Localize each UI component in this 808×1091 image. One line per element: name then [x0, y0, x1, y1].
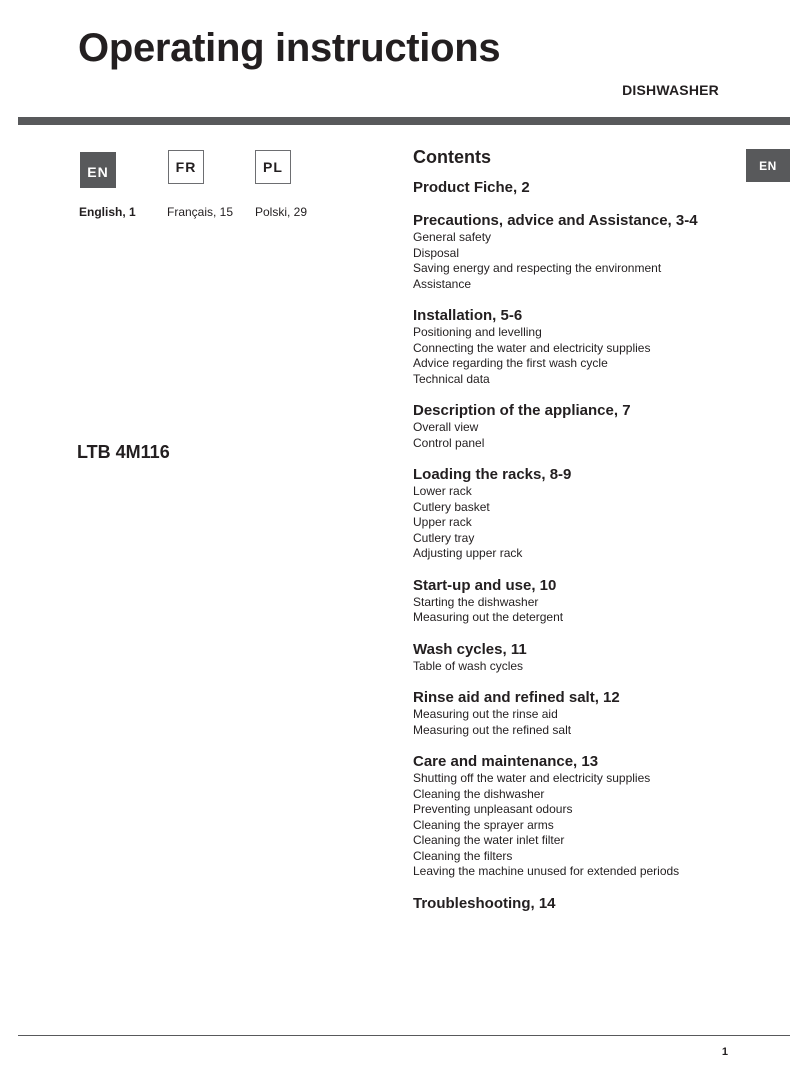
contents-section: [413, 465, 743, 562]
table-of-contents: [413, 146, 743, 927]
section-item[interactable]: Measuring out the rinse aid: [413, 707, 558, 721]
section-title[interactable]: Care and maintenance, 13: [413, 753, 599, 770]
section-item[interactable]: Advice regarding the first wash cycle: [413, 356, 608, 370]
contents-section: [413, 894, 743, 913]
footer-divider: [18, 1035, 790, 1036]
section-item[interactable]: General safety: [413, 230, 492, 244]
section-item[interactable]: Lower rack: [413, 484, 472, 498]
section-title[interactable]: Wash cycles, 11: [413, 640, 527, 658]
section-item[interactable]: Technical data: [413, 371, 490, 386]
section-item[interactable]: Preventing unpleasant odours: [413, 802, 573, 816]
section-item[interactable]: Cutlery tray: [413, 530, 475, 545]
section-title[interactable]: Start-up and use, 10: [413, 576, 557, 594]
section-item[interactable]: Assistance: [413, 276, 472, 291]
contents-section: [413, 401, 743, 451]
language-badge-fr[interactable]: FR: [168, 150, 204, 184]
section-title[interactable]: Product Fiche, 2: [413, 179, 530, 196]
contents-section: [413, 640, 743, 675]
contents-sections: [413, 178, 743, 913]
section-item[interactable]: Upper rack: [413, 515, 472, 529]
language-badge-pl[interactable]: PL: [255, 150, 291, 184]
section-items: [413, 420, 743, 451]
section-item[interactable]: Shutting off the water and electricity supplies: [413, 771, 651, 785]
language-side-tab: EN: [746, 149, 790, 182]
language-label-pl[interactable]: Polski, 29: [255, 205, 308, 219]
section-item[interactable]: Disposal: [413, 245, 460, 260]
section-items: [413, 771, 743, 880]
contents-heading: Contents: [413, 147, 491, 167]
section-item[interactable]: Cleaning the dishwasher: [413, 786, 545, 801]
section-title[interactable]: Precautions, advice and Assistance, 3-4: [413, 212, 698, 229]
model-name: LTB 4M116: [77, 442, 170, 462]
section-item[interactable]: Connecting the water and electricity supplies: [413, 340, 651, 355]
section-items: [413, 230, 743, 292]
section-item[interactable]: Table of wash cycles: [413, 658, 524, 673]
contents-section: [413, 752, 743, 880]
contents-section: [413, 688, 743, 738]
section-item[interactable]: Overall view: [413, 420, 479, 434]
section-title[interactable]: Loading the racks, 8-9: [413, 466, 572, 483]
section-items: [413, 484, 743, 562]
section-title[interactable]: Troubleshooting, 14: [413, 894, 556, 912]
section-items: [413, 707, 743, 738]
section-items: [413, 659, 743, 675]
section-items: [413, 595, 743, 626]
product-category: DISHWASHER: [622, 82, 719, 98]
section-title[interactable]: Installation, 5-6: [413, 307, 523, 324]
contents-section: [413, 178, 743, 197]
contents-section: [413, 211, 743, 292]
section-items: [413, 325, 743, 387]
section-item[interactable]: Cleaning the sprayer arms: [413, 817, 554, 832]
section-title[interactable]: Rinse aid and refined salt, 12: [413, 689, 620, 706]
section-item[interactable]: Measuring out the detergent: [413, 610, 564, 624]
language-label-en[interactable]: English, 1: [79, 205, 136, 219]
section-item[interactable]: Measuring out the refined salt: [413, 722, 572, 737]
section-item[interactable]: Cleaning the water inlet filter: [413, 833, 565, 847]
page-number: 1: [721, 1046, 728, 1058]
contents-section: [413, 306, 743, 387]
section-item[interactable]: Leaving the machine unused for extended periods: [413, 864, 680, 878]
section-item[interactable]: Adjusting upper rack: [413, 546, 523, 560]
language-badge-en[interactable]: EN: [80, 152, 116, 188]
page-title: Operating instructions: [78, 26, 501, 70]
header-divider: [18, 117, 790, 125]
section-item[interactable]: Cutlery basket: [413, 499, 490, 514]
section-item[interactable]: Saving energy and respecting the environment: [413, 261, 662, 275]
contents-section: [413, 576, 743, 626]
section-title[interactable]: Description of the appliance, 7: [413, 402, 631, 419]
section-item[interactable]: Cleaning the filters: [413, 848, 513, 863]
language-label-fr[interactable]: Français, 15: [167, 205, 234, 219]
section-item[interactable]: Control panel: [413, 435, 485, 450]
section-item[interactable]: Positioning and levelling: [413, 325, 542, 339]
section-item[interactable]: Starting the dishwasher: [413, 594, 539, 609]
